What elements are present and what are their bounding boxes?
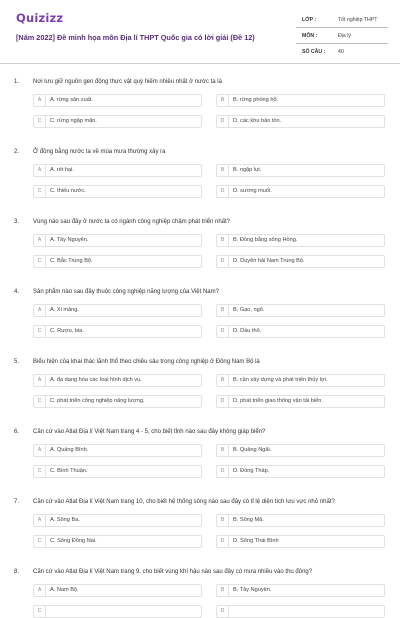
option-text: C. Bình Thuận. [50, 468, 88, 474]
question-text: Căn cứ vào Atlat Địa lí Việt Nam trang 10, cho biết hệ thống sông nào sau đây có tỉ lệ diện tích lưu vực nhỏ nhất? [33, 499, 335, 505]
answer-option-c[interactable] [33, 395, 202, 408]
meta-row-subject [296, 28, 388, 44]
option-letter: B [217, 95, 229, 106]
question-number: 4. [14, 289, 20, 295]
option-text: A. rừng sản xuất. [50, 97, 93, 103]
option-text: A. đa dạng hóa các loại hình dịch vụ. [50, 377, 142, 383]
option-letter: D [217, 606, 229, 617]
option-text: B. Quảng Ngãi. [233, 447, 272, 453]
question-text: Ở đồng bằng nước ta về mùa mưa thường xảy ra [33, 149, 166, 155]
option-text: C. thiếu nước. [50, 188, 86, 194]
answer-option-d[interactable] [216, 325, 385, 338]
answer-option-a[interactable] [33, 514, 202, 527]
option-letter: C [34, 606, 46, 617]
page-header [0, 0, 400, 64]
answer-option-c[interactable] [33, 255, 202, 268]
answer-option-a[interactable] [33, 444, 202, 457]
answer-option-d[interactable] [216, 255, 385, 268]
answer-option-b[interactable] [216, 444, 385, 457]
meta-label: MÔN : [302, 33, 318, 39]
answer-option-a[interactable] [33, 584, 202, 597]
question-number: 6. [14, 429, 20, 435]
answer-option-a[interactable] [33, 304, 202, 317]
option-letter: C [34, 396, 46, 407]
answer-option-d[interactable] [216, 115, 385, 128]
question-number: 7. [14, 499, 20, 505]
question-text: Căn cứ vào Atlat Địa lí Việt Nam trang 9, cho biết vùng khí hậu nào sau đây có mưa nhiều vào thu đông? [33, 569, 313, 575]
option-text: B. Tây Nguyên. [233, 587, 272, 593]
answer-option-d[interactable] [216, 395, 385, 408]
option-text: C. phát triển công nghiệp năng lượng. [50, 398, 145, 404]
option-letter: C [34, 326, 46, 337]
option-text: A. Nam Bộ. [50, 587, 79, 593]
answer-option-d[interactable] [216, 605, 385, 618]
option-letter: A [34, 445, 46, 456]
answer-option-b[interactable] [216, 94, 385, 107]
answer-option-c[interactable] [33, 325, 202, 338]
answer-option-a[interactable] [33, 94, 202, 107]
option-letter: C [34, 186, 46, 197]
option-text: A. Quảng Bình. [50, 447, 89, 453]
option-text: C. Rượu, bia. [50, 328, 84, 334]
option-letter: B [217, 305, 229, 316]
option-letter: B [217, 165, 229, 176]
option-letter: D [217, 256, 229, 267]
question-number: 1. [14, 79, 20, 85]
option-text: D. phát triển giao thông vận tải biển. [233, 398, 323, 404]
option-letter: D [217, 326, 229, 337]
meta-value: Tốt nghiệp THPT [338, 17, 378, 23]
option-letter: D [217, 116, 229, 127]
option-text: B. ngập lụt. [233, 167, 262, 173]
option-letter: C [34, 116, 46, 127]
option-text: D. Duyên hải Nam Trung Bộ. [233, 258, 305, 264]
option-letter: D [217, 466, 229, 477]
answer-option-b[interactable] [216, 164, 385, 177]
question-text: Sản phẩm nào sau đây thuộc công nghiệp năng lượng của Việt Nam? [33, 289, 219, 295]
answer-option-c[interactable] [33, 535, 202, 548]
answer-option-d[interactable] [216, 185, 385, 198]
answer-option-a[interactable] [33, 374, 202, 387]
answer-option-d[interactable] [216, 535, 385, 548]
answer-option-b[interactable] [216, 234, 385, 247]
option-text: C. Sông Đồng Nai. [50, 538, 97, 544]
option-letter: A [34, 305, 46, 316]
option-letter: A [34, 95, 46, 106]
option-text: B. Gạo, ngô. [233, 307, 265, 313]
option-letter: C [34, 536, 46, 547]
answer-option-a[interactable] [33, 234, 202, 247]
document-title: [Năm 2022] Đề minh họa môn Địa lí THPT Quốc gia có lời giải (Đề 12) [16, 33, 255, 42]
option-text: D. Đồng Tháp. [233, 468, 270, 474]
answer-option-b[interactable] [216, 514, 385, 527]
option-letter: A [34, 375, 46, 386]
option-letter: B [217, 375, 229, 386]
answer-option-b[interactable] [216, 304, 385, 317]
question-text: Biểu hiện của khai thác lãnh thổ theo chiều sâu trong công nghiệp ở Đông Nam Bộ là [33, 359, 260, 365]
meta-value: 40 [338, 49, 344, 55]
option-text: B. Sông Mã. [233, 517, 264, 523]
option-text: C. Bắc Trung Bộ. [50, 258, 93, 264]
option-letter: A [34, 585, 46, 596]
option-letter: A [34, 235, 46, 246]
option-text: D. Sông Thái Bình [233, 538, 279, 544]
option-text: A. Tây Nguyên. [50, 237, 89, 243]
option-text: B. Đồng bằng sông Hồng. [233, 237, 298, 243]
answer-option-b[interactable] [216, 374, 385, 387]
option-letter: A [34, 515, 46, 526]
answer-option-a[interactable] [33, 164, 202, 177]
question-text: Căn cứ vào Atlat Địa lí Việt Nam trang 4 - 5, cho biết tỉnh nào sau đây không giáp biển? [33, 429, 266, 435]
option-text: D. Dầu thô. [233, 328, 262, 334]
question-number: 5. [14, 359, 20, 365]
answer-option-c[interactable] [33, 605, 202, 618]
option-letter: D [217, 396, 229, 407]
answer-option-c[interactable] [33, 185, 202, 198]
answer-option-c[interactable] [33, 115, 202, 128]
meta-value: Địa lý [338, 33, 351, 39]
quizizz-logo: Quizizz [16, 11, 64, 25]
option-letter: A [34, 165, 46, 176]
answer-option-c[interactable] [33, 465, 202, 478]
option-letter: B [217, 515, 229, 526]
option-letter: D [217, 186, 229, 197]
option-text: B. rừng phòng hộ. [233, 97, 279, 103]
option-letter: B [217, 235, 229, 246]
option-letter: C [34, 256, 46, 267]
question-text: Nơi lưu giữ nguồn gen động thực vật quý hiếm nhiều nhất ở nước ta là [33, 79, 222, 85]
meta-row-count [296, 44, 388, 60]
option-text: D. sương muối. [233, 188, 272, 194]
meta-label: SỐ CÂU : [302, 49, 326, 55]
option-letter: D [217, 536, 229, 547]
option-text: B. cần xây dựng và phát triển thủy lợi. [233, 377, 328, 383]
option-text: D. các khu bảo tồn. [233, 118, 282, 124]
question-text: Vùng nào sau đây ở nước ta có ngành công nghiệp chậm phát triển nhất? [33, 219, 231, 225]
meta-label: LỚP : [302, 17, 317, 23]
meta-table [296, 12, 388, 60]
option-text: A. Xi măng. [50, 307, 79, 313]
option-text: C. rừng ngập mặn. [50, 118, 97, 124]
option-letter: B [217, 585, 229, 596]
option-letter: B [217, 445, 229, 456]
question-number: 8. [14, 569, 20, 575]
option-letter: C [34, 466, 46, 477]
question-number: 2. [14, 149, 20, 155]
answer-option-d[interactable] [216, 465, 385, 478]
option-text: A. rét hại. [50, 167, 74, 173]
option-text: A. Sông Ba. [50, 517, 80, 523]
answer-option-b[interactable] [216, 584, 385, 597]
question-number: 3. [14, 219, 20, 225]
meta-row-class [296, 12, 388, 28]
